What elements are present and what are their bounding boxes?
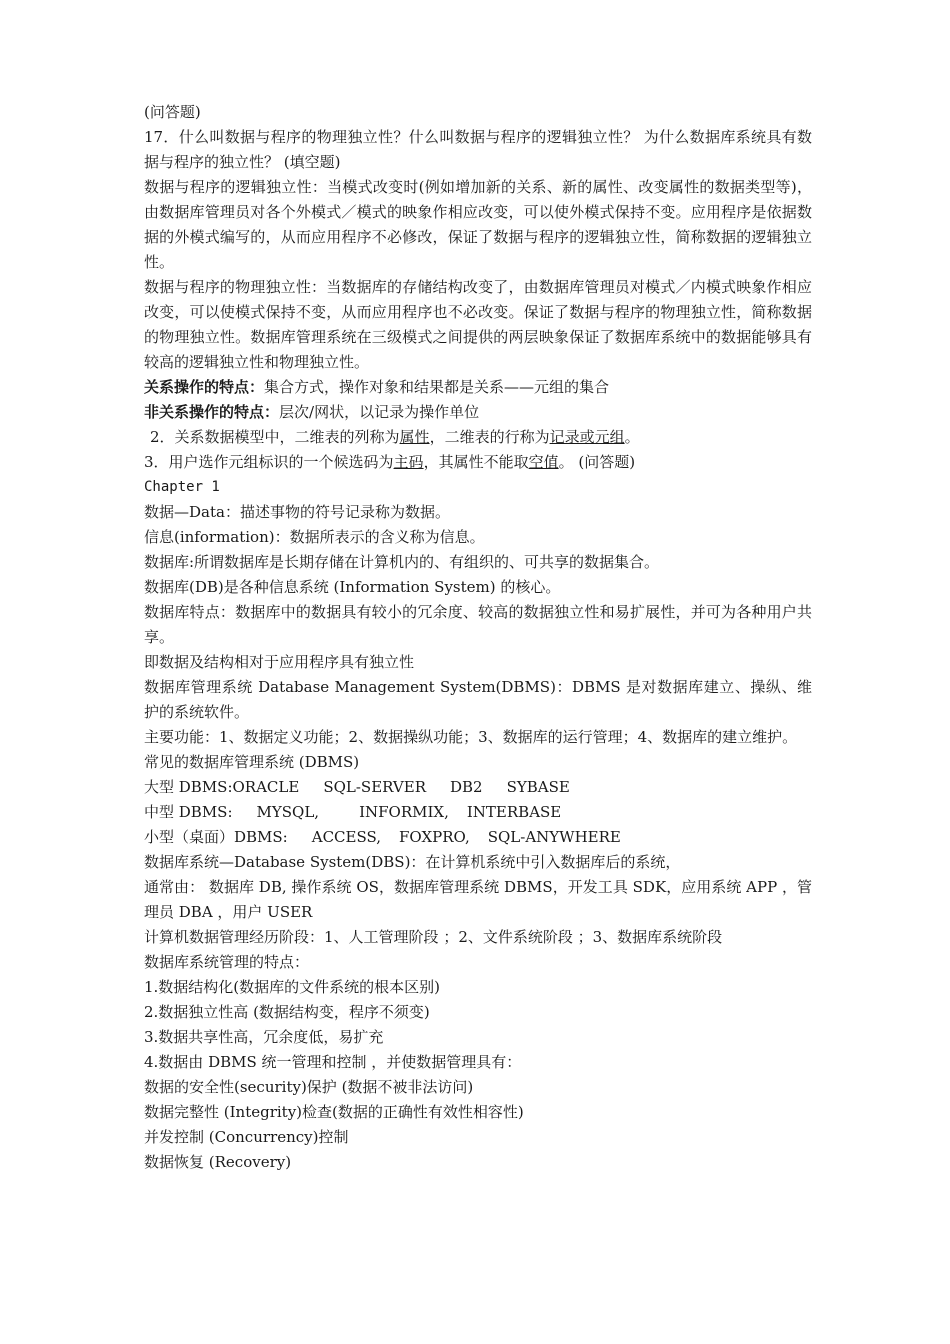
small-dbms-item: SQL-ANYWHERE xyxy=(487,828,621,846)
relational-ops-label: 关系操作的特点： xyxy=(144,378,265,396)
common-dbms-heading: 常见的数据库管理系统 (DBMS) xyxy=(144,753,360,771)
question-2-text-c: 。 xyxy=(624,428,640,446)
question-3-text-c: 。 (问答题) xyxy=(558,453,636,471)
definition-information: 信息(information)：数据所表示的含义称为信息。 xyxy=(144,528,485,546)
medium-dbms-item: MYSQL, xyxy=(256,803,320,821)
question-type-note: (问答题) xyxy=(144,103,201,121)
definition-dbs: 数据库系统—Database System(DBS)：在计算机系统中引入数据库后的系统， xyxy=(144,853,681,871)
small-dbms-line xyxy=(144,825,812,850)
logical-independence-paragraph: 数据与程序的逻辑独立性：当模式改变时(例如增加新的关系、新的属性、改变属性的数据类型等)，由数据库管理员对各个外模式／模式的映象作相应改变，可以使外模式保持不变。应用程序是依据数据的外模式编写的，从而应用程序不必修改，保证了数据与程序的逻辑独立性，简称数据的逻辑独立性。 xyxy=(144,178,812,271)
question-17: 17．什么叫数据与程序的物理独立性？什么叫数据与程序的逻辑独立性？ 为什么数据库系统具有数据与程序的独立性？ (填空题) xyxy=(144,128,812,171)
control-item: 并发控制 (Concurrency)控制 xyxy=(144,1128,349,1146)
question-3-text-b: ，其属性不能取 xyxy=(423,453,529,471)
chapter-heading: Chapter 1 xyxy=(144,479,220,495)
large-dbms-item: DB2 xyxy=(450,778,483,796)
non-relational-ops-line xyxy=(144,400,812,425)
feature-item: 3.数据共享性高，冗余度低，易扩充 xyxy=(144,1028,384,1046)
question-2 xyxy=(144,425,812,450)
dbs-components: 通常由： 数据库 DB, 操作系统 OS，数据库管理系统 DBMS，开发工具 SDK，应用系统 APP ，管理员 DBA ，用户 USER xyxy=(144,878,812,921)
document-body xyxy=(144,100,812,1175)
question-2-answer-1: 属性 xyxy=(399,428,430,446)
dbms-functions: 主要功能：1、数据定义功能；2、数据操纵功能；3、数据库的运行管理；4、数据库的建立维护。 xyxy=(144,728,798,746)
question-3 xyxy=(144,450,812,475)
large-dbms-label: 大型 DBMS:ORACLE xyxy=(144,778,300,796)
large-dbms-item: SYBASE xyxy=(506,778,570,796)
database-features: 数据库特点：数据库中的数据具有较小的冗余度、较高的数据独立性和易扩展性，并可为各种用户共享。 xyxy=(144,603,812,646)
question-3-text-a: 3．用户选作元组标识的一个候选码为 xyxy=(144,453,394,471)
relational-ops-text: 集合方式，操作对象和结果都是关系——元组的集合 xyxy=(264,378,610,396)
database-core-note: 数据库(DB)是各种信息系统 (Information System) 的核心。 xyxy=(144,578,561,596)
large-dbms-line xyxy=(144,775,812,800)
control-item: 数据恢复 (Recovery) xyxy=(144,1153,292,1171)
feature-item: 2.数据独立性高 (数据结构变，程序不须变) xyxy=(144,1003,430,1021)
large-dbms-item: SQL-SERVER xyxy=(323,778,426,796)
independence-note: 即数据及结构相对于应用程序具有独立性 xyxy=(144,653,415,671)
question-2-text-b: ，二维表的行称为 xyxy=(429,428,550,446)
small-dbms-item: FOXPRO, xyxy=(399,828,470,846)
dbs-features-heading: 数据库系统管理的特点： xyxy=(144,953,310,971)
control-item: 数据的安全性(security)保护 (数据不被非法访问) xyxy=(144,1078,474,1096)
non-relational-ops-text: 层次/网状，以记录为操作单位 xyxy=(279,403,480,421)
small-dbms-label: 小型（桌面）DBMS: xyxy=(144,828,288,846)
definition-data: 数据—Data：描述事物的符号记录称为数据。 xyxy=(144,503,450,521)
definition-database: 数据库:所谓数据库是长期存储在计算机内的、有组织的、可共享的数据集合。 xyxy=(144,553,660,571)
control-item: 数据完整性 (Integrity)检查(数据的正确性有效性相容性) xyxy=(144,1103,524,1121)
question-2-answer-2: 记录或元组 xyxy=(549,428,625,446)
feature-item: 1.数据结构化(数据库的文件系统的根本区别) xyxy=(144,978,441,996)
medium-dbms-line xyxy=(144,800,812,825)
physical-independence-paragraph: 数据与程序的物理独立性：当数据库的存储结构改变了，由数据库管理员对模式／内模式映象作相应改变，可以使模式保持不变，从而应用程序也不必改变。保证了数据与程序的物理独立性，简称数据的物理独立性。数据库管理系统在三级模式之间提供的两层映象保证了数据库系统中的数据能够具有较高的逻辑独立性和物理独立性。 xyxy=(144,278,812,371)
medium-dbms-label: 中型 DBMS: xyxy=(144,803,233,821)
question-3-answer-2: 空值 xyxy=(528,453,559,471)
feature-item: 4.数据由 DBMS 统一管理和控制 ，并使数据管理具有： xyxy=(144,1053,522,1071)
question-3-answer-1: 主码 xyxy=(393,453,424,471)
non-relational-ops-label: 非关系操作的特点： xyxy=(144,403,280,421)
data-management-stages: 计算机数据管理经历阶段：1、人工管理阶段 ；2、文件系统阶段 ；3、数据库系统阶段 xyxy=(144,928,723,946)
medium-dbms-item: INTERBASE xyxy=(466,803,562,821)
small-dbms-item: ACCESS, xyxy=(311,828,382,846)
medium-dbms-item: INFORMIX, xyxy=(359,803,449,821)
question-2-text-a: 2．关系数据模型中，二维表的列称为 xyxy=(150,428,400,446)
definition-dbms: 数据库管理系统 Database Management System(DBMS)：DBMS 是对数据库建立、操纵、维护的系统软件。 xyxy=(144,678,812,721)
relational-ops-line xyxy=(144,375,812,400)
